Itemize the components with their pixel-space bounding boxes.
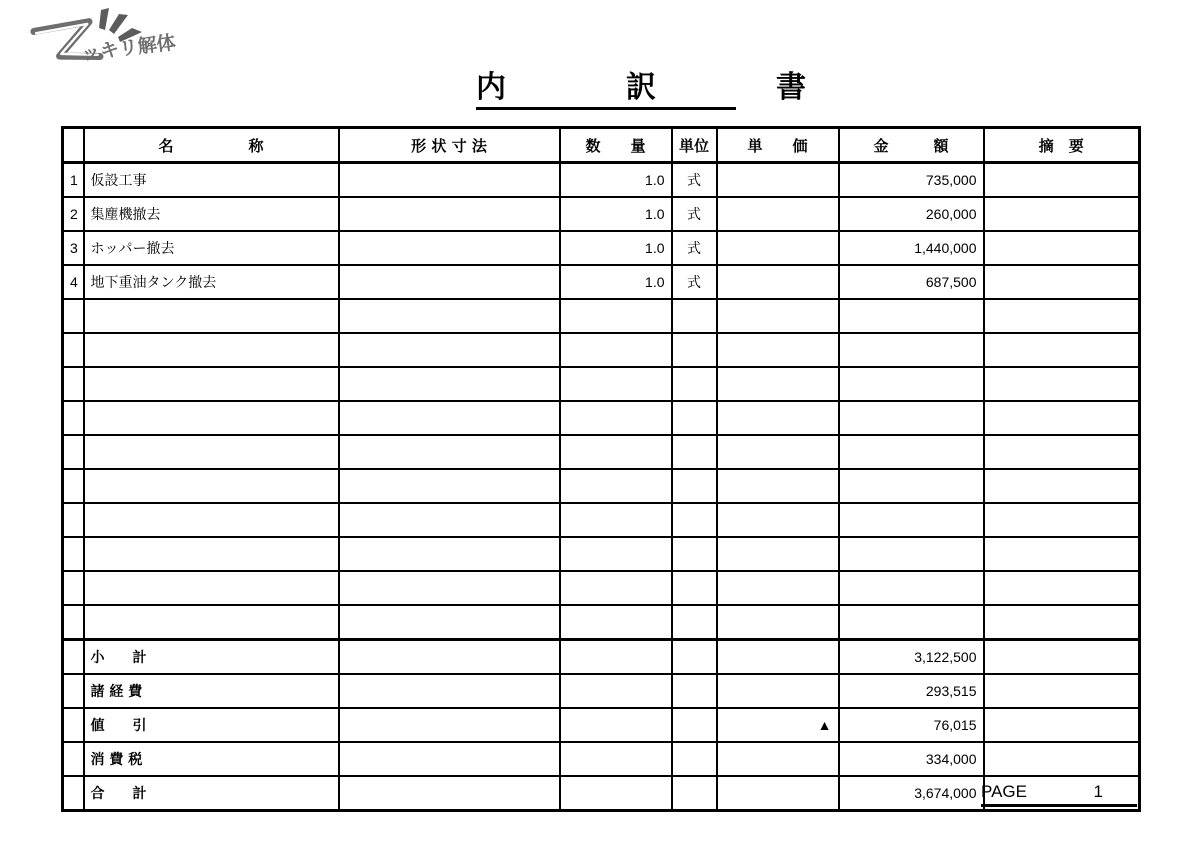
summary-row[interactable] bbox=[63, 708, 1140, 742]
cell-remarks bbox=[984, 435, 1140, 469]
cell-remarks bbox=[984, 299, 1140, 333]
cell-remarks bbox=[984, 571, 1140, 605]
table-row-empty[interactable] bbox=[63, 605, 1140, 640]
cell-unit bbox=[672, 333, 717, 367]
cell-amount bbox=[839, 435, 984, 469]
cell-row-number bbox=[63, 367, 84, 401]
table-row[interactable] bbox=[63, 163, 1140, 198]
cell-dimension bbox=[339, 163, 560, 198]
page-label: PAGE bbox=[981, 782, 1027, 801]
cell-unit-price bbox=[717, 605, 839, 640]
cell-name bbox=[84, 605, 339, 640]
cell-quantity bbox=[560, 503, 672, 537]
cell-unit-price bbox=[717, 537, 839, 571]
cell-dimension bbox=[339, 401, 560, 435]
cell-row-number: 3 bbox=[63, 231, 84, 265]
header-cell-unit-price: 単 価 bbox=[717, 128, 839, 163]
cell-remarks bbox=[984, 503, 1140, 537]
cell-row-number bbox=[63, 571, 84, 605]
cell-unit bbox=[672, 776, 717, 811]
summary-amount: 293,515 bbox=[839, 674, 984, 708]
cell-remarks bbox=[984, 708, 1140, 742]
table-row-empty[interactable] bbox=[63, 299, 1140, 333]
cell-dimension bbox=[339, 571, 560, 605]
cell-quantity bbox=[560, 776, 672, 811]
header-cell-quantity: 数 量 bbox=[560, 128, 672, 163]
cell-remarks bbox=[984, 605, 1140, 640]
cell-remarks bbox=[984, 231, 1140, 265]
cell-unit-price bbox=[717, 333, 839, 367]
summary-marker bbox=[717, 776, 839, 811]
table-row[interactable] bbox=[63, 197, 1140, 231]
cell-dimension bbox=[339, 742, 560, 776]
cell-row-number bbox=[63, 537, 84, 571]
cell-quantity: 1.0 bbox=[560, 197, 672, 231]
summary-amount: 76,015 bbox=[839, 708, 984, 742]
summary-row[interactable] bbox=[63, 742, 1140, 776]
summary-label: 合 計 bbox=[84, 776, 339, 811]
cell-dimension bbox=[339, 776, 560, 811]
cell-unit bbox=[672, 571, 717, 605]
cell-dimension bbox=[339, 469, 560, 503]
cell-name: ホッパー撤去 bbox=[84, 231, 339, 265]
cell-row-number: 4 bbox=[63, 265, 84, 299]
cell-unit bbox=[672, 435, 717, 469]
cell-quantity bbox=[560, 571, 672, 605]
cell-remarks bbox=[984, 640, 1140, 675]
cell-unit-price bbox=[717, 231, 839, 265]
cell-remarks bbox=[984, 742, 1140, 776]
summary-marker bbox=[717, 640, 839, 675]
cell-remarks bbox=[984, 163, 1140, 198]
cell-amount bbox=[839, 605, 984, 640]
page-title: 内 訳 書 bbox=[476, 70, 736, 110]
cell-dimension bbox=[339, 674, 560, 708]
cell-unit bbox=[672, 401, 717, 435]
cell-row-number bbox=[63, 503, 84, 537]
cell-name bbox=[84, 503, 339, 537]
cell-quantity bbox=[560, 299, 672, 333]
summary-amount: 3,122,500 bbox=[839, 640, 984, 675]
cell-unit-price bbox=[717, 401, 839, 435]
cell-amount bbox=[839, 469, 984, 503]
header-cell-no bbox=[63, 128, 84, 163]
breakdown-sheet bbox=[61, 126, 1138, 812]
cell-unit: 式 bbox=[672, 231, 717, 265]
table-row[interactable] bbox=[63, 265, 1140, 299]
cell-dimension bbox=[339, 367, 560, 401]
header-cell-dimension: 形 状 寸 法 bbox=[339, 128, 560, 163]
cell-name bbox=[84, 469, 339, 503]
cell-unit-price bbox=[717, 299, 839, 333]
cell-unit bbox=[672, 674, 717, 708]
cell-quantity bbox=[560, 435, 672, 469]
cell-row-number bbox=[63, 742, 84, 776]
summary-row[interactable] bbox=[63, 674, 1140, 708]
header-cell-remarks: 摘 要 bbox=[984, 128, 1140, 163]
cell-row-number bbox=[63, 333, 84, 367]
cell-amount bbox=[839, 367, 984, 401]
summary-label: 小 計 bbox=[84, 640, 339, 675]
logo-wordmark: ッキリ解体 bbox=[79, 31, 177, 65]
cell-quantity bbox=[560, 367, 672, 401]
summary-marker: ▲ bbox=[717, 708, 839, 742]
cell-unit bbox=[672, 537, 717, 571]
summary-row[interactable] bbox=[63, 640, 1140, 675]
cell-unit bbox=[672, 708, 717, 742]
cell-amount bbox=[839, 333, 984, 367]
cell-name bbox=[84, 299, 339, 333]
table-row-empty[interactable] bbox=[63, 469, 1140, 503]
cell-amount: 260,000 bbox=[839, 197, 984, 231]
cell-dimension bbox=[339, 231, 560, 265]
cell-unit bbox=[672, 367, 717, 401]
cell-quantity bbox=[560, 742, 672, 776]
cell-row-number bbox=[63, 776, 84, 811]
cell-quantity bbox=[560, 537, 672, 571]
header-cell-amount: 金 額 bbox=[839, 128, 984, 163]
cell-amount bbox=[839, 401, 984, 435]
cell-row-number bbox=[63, 435, 84, 469]
cell-unit bbox=[672, 299, 717, 333]
table-row-empty[interactable] bbox=[63, 333, 1140, 367]
summary-label: 消 費 税 bbox=[84, 742, 339, 776]
cell-quantity: 1.0 bbox=[560, 265, 672, 299]
cell-quantity bbox=[560, 640, 672, 675]
cell-name bbox=[84, 435, 339, 469]
cell-name bbox=[84, 333, 339, 367]
summary-label: 値 引 bbox=[84, 708, 339, 742]
cell-unit-price bbox=[717, 265, 839, 299]
table-row[interactable] bbox=[63, 231, 1140, 265]
cell-dimension bbox=[339, 537, 560, 571]
cell-dimension bbox=[339, 640, 560, 675]
table-row-empty[interactable] bbox=[63, 435, 1140, 469]
cell-unit-price bbox=[717, 469, 839, 503]
table-body bbox=[63, 128, 1140, 811]
cell-dimension bbox=[339, 333, 560, 367]
cell-quantity: 1.0 bbox=[560, 231, 672, 265]
cell-row-number bbox=[63, 299, 84, 333]
cell-remarks bbox=[984, 469, 1140, 503]
cell-quantity bbox=[560, 469, 672, 503]
cell-amount bbox=[839, 571, 984, 605]
cell-remarks bbox=[984, 333, 1140, 367]
cell-dimension bbox=[339, 503, 560, 537]
summary-label: 諸 経 費 bbox=[84, 674, 339, 708]
table-header-row bbox=[63, 128, 1140, 163]
cell-quantity bbox=[560, 708, 672, 742]
cell-remarks bbox=[984, 197, 1140, 231]
cell-remarks bbox=[984, 265, 1140, 299]
summary-amount: 3,674,000 bbox=[839, 776, 984, 811]
cell-unit bbox=[672, 605, 717, 640]
cell-row-number bbox=[63, 674, 84, 708]
cell-row-number bbox=[63, 605, 84, 640]
cell-amount: 687,500 bbox=[839, 265, 984, 299]
cell-amount bbox=[839, 537, 984, 571]
summary-marker bbox=[717, 742, 839, 776]
summary-amount: 334,000 bbox=[839, 742, 984, 776]
cell-quantity bbox=[560, 401, 672, 435]
cell-name bbox=[84, 367, 339, 401]
cell-unit bbox=[672, 503, 717, 537]
cell-row-number bbox=[63, 708, 84, 742]
cell-unit bbox=[672, 640, 717, 675]
cell-quantity bbox=[560, 674, 672, 708]
cell-dimension bbox=[339, 197, 560, 231]
cell-unit-price bbox=[717, 163, 839, 198]
cell-dimension bbox=[339, 605, 560, 640]
table-row-empty[interactable] bbox=[63, 367, 1140, 401]
cell-quantity: 1.0 bbox=[560, 163, 672, 198]
header-cell-name: 名 称 bbox=[84, 128, 339, 163]
cell-remarks bbox=[984, 401, 1140, 435]
cell-row-number bbox=[63, 469, 84, 503]
cell-remarks bbox=[984, 537, 1140, 571]
cell-name bbox=[84, 537, 339, 571]
cell-remarks bbox=[984, 674, 1140, 708]
company-logo bbox=[14, 4, 214, 76]
table-row-empty[interactable] bbox=[63, 571, 1140, 605]
cell-dimension bbox=[339, 708, 560, 742]
cell-name bbox=[84, 571, 339, 605]
cell-unit: 式 bbox=[672, 265, 717, 299]
page-footer bbox=[981, 782, 1137, 807]
cell-row-number: 2 bbox=[63, 197, 84, 231]
cell-unit-price bbox=[717, 435, 839, 469]
table-row-empty[interactable] bbox=[63, 537, 1140, 571]
cell-unit-price bbox=[717, 197, 839, 231]
summary-marker bbox=[717, 674, 839, 708]
cell-unit-price bbox=[717, 571, 839, 605]
cell-unit-price bbox=[717, 367, 839, 401]
summary-row[interactable] bbox=[63, 776, 1140, 811]
breakdown-table bbox=[61, 126, 1141, 812]
header-cell-unit: 単位 bbox=[672, 128, 717, 163]
cell-dimension bbox=[339, 299, 560, 333]
table-row-empty[interactable] bbox=[63, 401, 1140, 435]
cell-unit: 式 bbox=[672, 197, 717, 231]
cell-amount bbox=[839, 503, 984, 537]
cell-dimension bbox=[339, 435, 560, 469]
cell-name bbox=[84, 401, 339, 435]
cell-amount bbox=[839, 299, 984, 333]
cell-unit-price bbox=[717, 503, 839, 537]
cell-unit bbox=[672, 469, 717, 503]
page-number: 1 bbox=[1093, 782, 1103, 801]
cell-name: 集塵機撤去 bbox=[84, 197, 339, 231]
cell-amount: 735,000 bbox=[839, 163, 984, 198]
cell-unit: 式 bbox=[672, 163, 717, 198]
cell-quantity bbox=[560, 605, 672, 640]
cell-row-number bbox=[63, 640, 84, 675]
table-row-empty[interactable] bbox=[63, 503, 1140, 537]
logo-artwork bbox=[14, 4, 214, 76]
cell-row-number bbox=[63, 401, 84, 435]
cell-amount: 1,440,000 bbox=[839, 231, 984, 265]
cell-quantity bbox=[560, 333, 672, 367]
cell-dimension bbox=[339, 265, 560, 299]
cell-name: 仮設工事 bbox=[84, 163, 339, 198]
cell-row-number: 1 bbox=[63, 163, 84, 198]
cell-remarks bbox=[984, 367, 1140, 401]
cell-name: 地下重油タンク撤去 bbox=[84, 265, 339, 299]
cell-unit bbox=[672, 742, 717, 776]
